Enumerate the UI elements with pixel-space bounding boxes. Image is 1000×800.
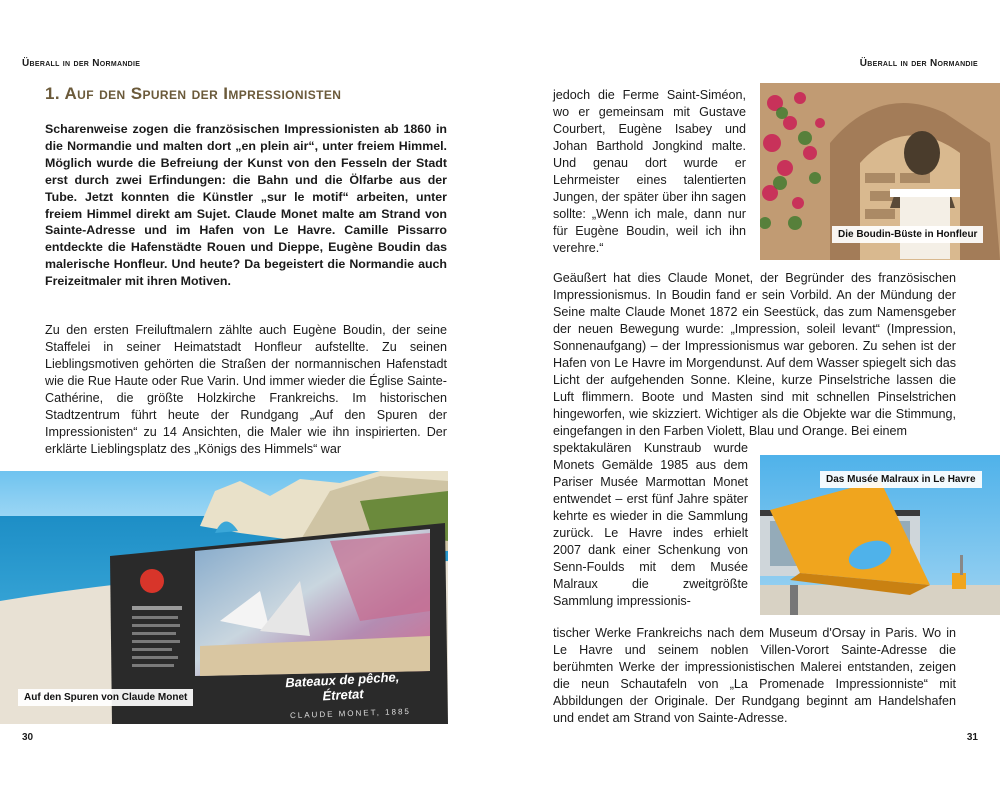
sign-title-line1: Bateaux de pêche, (284, 669, 400, 691)
body-paragraph-left: Zu den ersten Freiluftmalern zählte auch Eugène Boudin, der seine Staffelei in seiner Heimatstadt Honfleur aufstellte. Zu seinen Lieblingsmotiven gehörten die Straßen der normannischen Hafenstadt wie die Rue Haute oder Rue Varin. Und immer wieder die Église Sainte-Cathérine, die größte Holzkirche Frankreichs. Im historischen Stadtzentrum führt heute der Rundgang „Auf den Spuren der Impressionisten“ zu 14 Ansichten, die Maler wie ihn inspirierten. Der erklärte Lieblingsplatz des „Königs des Himmels“ war (45, 323, 447, 456)
body-paragraph-right-1: jedoch die Ferme Saint-Siméon, wo er gemeinsam mit Gustave Courbert, Eugène Isabey und Johan Barthold Jongkind malte. Und genau dort wurde er Lehrmeister eines talentierten Jungen, der später über ihn sagen sollte: „Wenn ich male, dann nur für Eugène Boudin, weil ich ihn verehre.“ (553, 88, 746, 255)
caption-etretat: Auf den Spuren von Claude Monet (18, 689, 193, 706)
caption-boudin: Die Boudin-Büste in Honfleur (832, 226, 983, 243)
page-number-right: 31 (966, 732, 978, 743)
photo-etretat (0, 471, 448, 724)
sign-artist: CLAUDE MONET, 1885 (289, 706, 412, 721)
caption-malraux: Das Musée Malraux in Le Havre (820, 471, 982, 488)
photo-boudin-bust (760, 83, 1000, 260)
chapter-heading: 1. Auf den Spuren der Impressionisten (45, 84, 342, 103)
photo-musee-malraux (760, 455, 1000, 615)
body-paragraph-right-3: spektakulären Kunstraub wurde Monets Gemälde 1985 aus dem Pariser Musée Marmottan Monet entwendet – erst fünf Jahre später kehrte es wieder in die Sammlung zurück. Le Havre indes erhielt 2007 dank einer Schenkung von Senn-Foulds mit dem Musée Malraux die zweitgrößte Sammlung impressionis- (553, 441, 748, 608)
body-paragraph-right-4: tischer Werke Frankreichs nach dem Museum d'Orsay in Paris. Wo in Le Havre und seinem noblen Villen-Vorort Sainte-Adresse die berühmten Werke der impressionistischen Malerei entstanden, zeigen die neun Schautafeln von „La Promenade Impressionniste“ mit Abbildungen der Originale. Der Rundgang beginnt am Handelshafen und endet am Strand von Sainte-Adresse. (553, 626, 956, 725)
running-head-left: Überall in der Normandie (22, 58, 141, 69)
body-paragraph-right-2: Geäußert hat dies Claude Monet, der Begründer des französischen Impressionismus. In Boudin fand er sein Vorbild. An der Mündung der Seine malte Claude Monet 1872 ein Seestück, das zum Namensgeber der neuen Bewegung wurde: „Impression, soleil levant“ (Impression, Sonnenaufgang) – der Impressionismus war geboren. Zu sehen ist der Hafen von Le Havre im Morgendunst. Auf dem Wasser spiegelt sich das Licht der aufgehenden Sonne. Kleine, kurze Pinselstriche lassen die Luft flimmern. Boote und Masten sind mit schnellen Pinselstrichen hingeworfen, wie skizziert. Wichtiger als die Objekte war die Stimmung, eingefangen in den Farben Violett, Blau und Orange. Bei einem (553, 271, 956, 438)
sign-title-line2: Étretat (322, 686, 365, 704)
page-number-left: 30 (22, 732, 34, 743)
lead-paragraph: Scharenweise zogen die französischen Impressionisten ab 1860 in die Normandie und malten dort „en plein air“, unter freiem Himmel. Möglich wurde die Befreiung der Kunst von den Fesseln der Stadt erst durch zwei Erfindungen: die Bahn und die Ölfarbe aus der Tube. Jetzt konnten die Künstler „sur le motif“ arbeiten, unter freiem Himmel direkt am Sujet. Claude Monet malte am Strand von Sainte-Adresse und im Hafen von Le Havre. Camille Pissarro entdeckte die Hafenstädte Rouen und Dieppe, Eugène Boudin das malerische Honfleur. Und heute? Da begeistert die Normandie auch Freizeitmaler mit ihren Motiven. (45, 122, 447, 289)
running-head-right: Überall in der Normandie (859, 58, 978, 69)
